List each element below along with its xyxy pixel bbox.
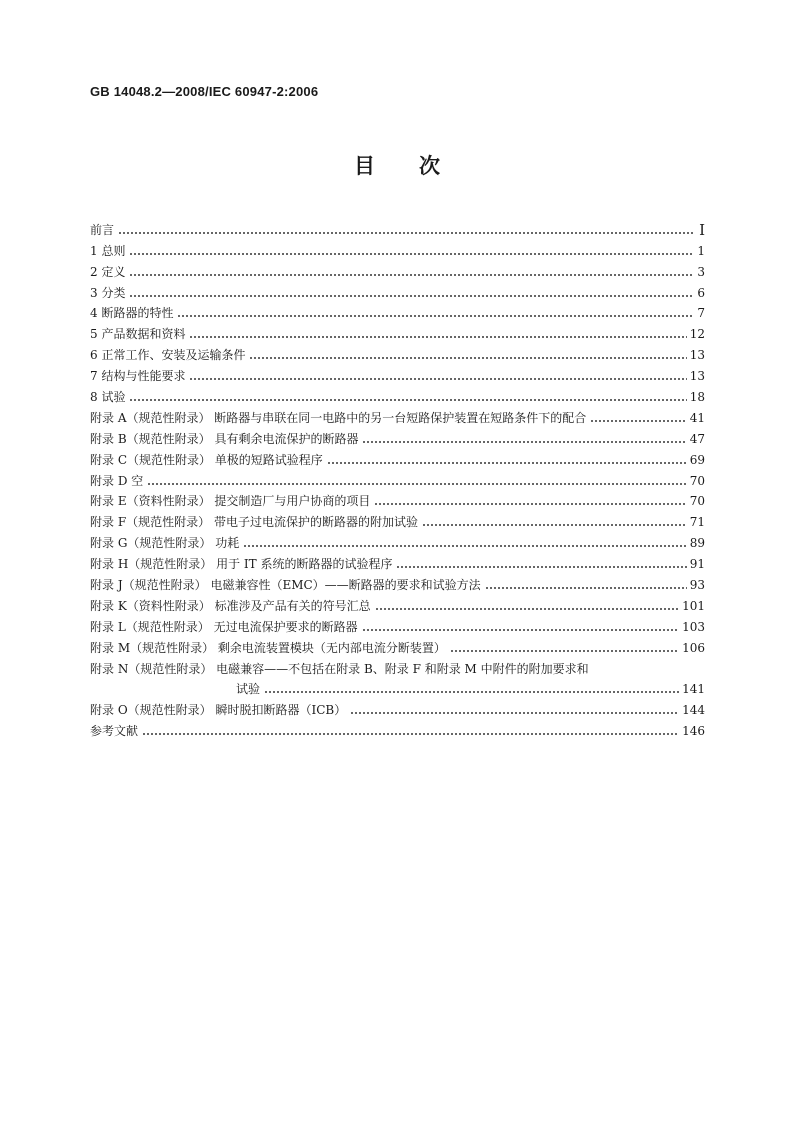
toc-entry-annex[interactable] (90, 696, 705, 717)
toc-entry-title: 附录 F（规范性附录） 带电子过电流保护的断路器的附加试验 (90, 515, 418, 530)
toc-entry-page: 101 (682, 598, 705, 613)
toc-entry-page: 144 (682, 703, 705, 718)
dot-leader (422, 524, 687, 526)
toc-entry-title: 4 断路器的特性 (90, 306, 174, 321)
toc-entry-title: 7 结构与性能要求 (90, 369, 186, 384)
toc-entry-page: 146 (682, 724, 705, 739)
toc-entry-page: 3 (697, 264, 705, 279)
table-of-contents (90, 216, 705, 738)
toc-entry-annex[interactable] (90, 571, 705, 592)
dot-leader (189, 378, 686, 380)
dot-leader (485, 587, 687, 589)
toc-entry-annex[interactable] (90, 404, 705, 425)
toc-entry-title: 附录 J（规范性附录） 电磁兼容性（EMC）——断路器的要求和试验方法 (90, 578, 481, 593)
toc-entry-title: 附录 D 空 (90, 473, 144, 488)
toc-entry-title: 试验 (236, 682, 261, 697)
toc-entry-page: 1 (697, 243, 705, 258)
toc-entry-title: 附录 O（规范性附录） 瞬时脱扣断路器（ICB） (90, 703, 347, 718)
toc-entry-page: 70 (689, 473, 705, 488)
toc-entry[interactable] (90, 341, 705, 362)
toc-entry-page: 18 (689, 390, 705, 405)
toc-entry-title: 附录 B（规范性附录） 具有剩余电流保护的断路器 (90, 431, 359, 446)
page-title: 目次 (354, 154, 484, 178)
dot-leader (249, 357, 686, 359)
dot-leader (243, 545, 687, 547)
toc-entry-annex[interactable] (90, 592, 705, 613)
toc-entry-title: 附录 M（规范性附录） 剩余电流装置模块（无内部电流分断装置） (90, 640, 446, 655)
toc-entry-page: 89 (689, 536, 705, 551)
toc-entry-references[interactable] (90, 717, 705, 738)
toc-entry-page: 13 (689, 348, 705, 363)
toc-entry-annex[interactable] (90, 550, 705, 571)
toc-entry-annex[interactable] (90, 508, 705, 529)
toc-entry-page: 141 (682, 682, 705, 697)
toc-entry-annex[interactable] (90, 529, 705, 550)
dot-leader (129, 253, 694, 255)
toc-entry-title: 附录 L（规范性附录） 无过电流保护要求的断路器 (90, 619, 358, 634)
toc-entry-page: 13 (689, 369, 705, 384)
dot-leader (118, 232, 694, 234)
toc-entry[interactable] (90, 237, 705, 258)
toc-entry-title: 附录 K（资料性附录） 标准涉及产品有关的符号汇总 (90, 598, 371, 613)
toc-entry-title: 附录 E（资料性附录） 提交制造厂与用户协商的项目 (90, 494, 371, 509)
toc-entry[interactable] (90, 362, 705, 383)
toc-entry-page: 69 (689, 452, 705, 467)
toc-entry-page: 12 (689, 327, 705, 342)
dot-leader (177, 315, 694, 317)
toc-entry[interactable] (90, 320, 705, 341)
toc-entry-title: 1 总则 (90, 243, 126, 258)
toc-entry-annex[interactable] (90, 425, 705, 446)
dot-leader (129, 399, 686, 401)
toc-entry[interactable] (90, 258, 705, 279)
toc-entry-page: 47 (689, 431, 705, 446)
toc-entry[interactable] (90, 300, 705, 321)
dot-leader (129, 295, 694, 297)
standard-code-header: GB 14048.2—2008/IEC 60947-2:2006 (90, 84, 319, 99)
dot-leader (147, 483, 686, 485)
toc-entry-title: 附录 C（规范性附录） 单极的短路试验程序 (90, 452, 323, 467)
dot-leader (129, 274, 694, 276)
dot-leader (142, 733, 679, 735)
dot-leader (362, 629, 679, 631)
toc-entry-page: 93 (689, 578, 705, 593)
toc-entry[interactable] (90, 279, 705, 300)
toc-entry-title: 前言 (90, 222, 115, 237)
toc-entry-title: 8 试验 (90, 390, 126, 405)
dot-leader (327, 462, 687, 464)
dot-leader (375, 608, 679, 610)
toc-entry-page: 103 (682, 619, 705, 634)
dot-leader (189, 336, 686, 338)
toc-entry-page: 70 (689, 494, 705, 509)
dot-leader (396, 566, 686, 568)
toc-entry-foreword[interactable] (90, 216, 705, 237)
toc-entry-title: 附录 H（规范性附录） 用于 IT 系统的断路器的试验程序 (90, 557, 393, 572)
toc-entry-annex[interactable] (90, 446, 705, 467)
toc-entry-title: 参考文献 (90, 724, 139, 739)
toc-entry-page: Ⅰ (699, 220, 705, 239)
toc-entry-title: 附录 A（规范性附录） 断路器与串联在同一电路中的另一台短路保护装置在短路条件下的配合 (90, 410, 587, 425)
toc-entry-page: 71 (689, 515, 705, 530)
toc-entry-title: 5 产品数据和资料 (90, 327, 186, 342)
dot-leader (350, 712, 679, 714)
toc-entry[interactable] (90, 383, 705, 404)
toc-entry-page: 91 (689, 557, 705, 572)
toc-entry-page: 7 (697, 306, 705, 321)
toc-entry-title: 附录 G（规范性附录） 功耗 (90, 536, 240, 551)
toc-entry-title: 2 定义 (90, 264, 126, 279)
toc-entry-annex[interactable] (90, 634, 705, 655)
dot-leader (362, 441, 686, 443)
toc-entry-page: 106 (682, 640, 705, 655)
toc-entry-page: 6 (697, 285, 705, 300)
toc-entry-title: 3 分类 (90, 285, 126, 300)
dot-leader (264, 691, 679, 693)
dot-leader (590, 420, 686, 422)
toc-entry-annex[interactable] (90, 467, 705, 488)
dot-leader (450, 650, 679, 652)
toc-entry-page: 41 (689, 410, 705, 425)
toc-entry-annex[interactable] (90, 613, 705, 634)
toc-entry-title: 6 正常工作、安装及运输条件 (90, 348, 246, 363)
toc-entry-title: 附录 N（规范性附录） 电磁兼容——不包括在附录 B、附录 F 和附录 M 中附件的附加要求和 (90, 661, 589, 676)
toc-entry-annex-continuation[interactable] (90, 676, 705, 697)
toc-entry-annex[interactable] (90, 488, 705, 509)
toc-entry-annex-first-line[interactable] (90, 655, 705, 676)
dot-leader (374, 503, 686, 505)
